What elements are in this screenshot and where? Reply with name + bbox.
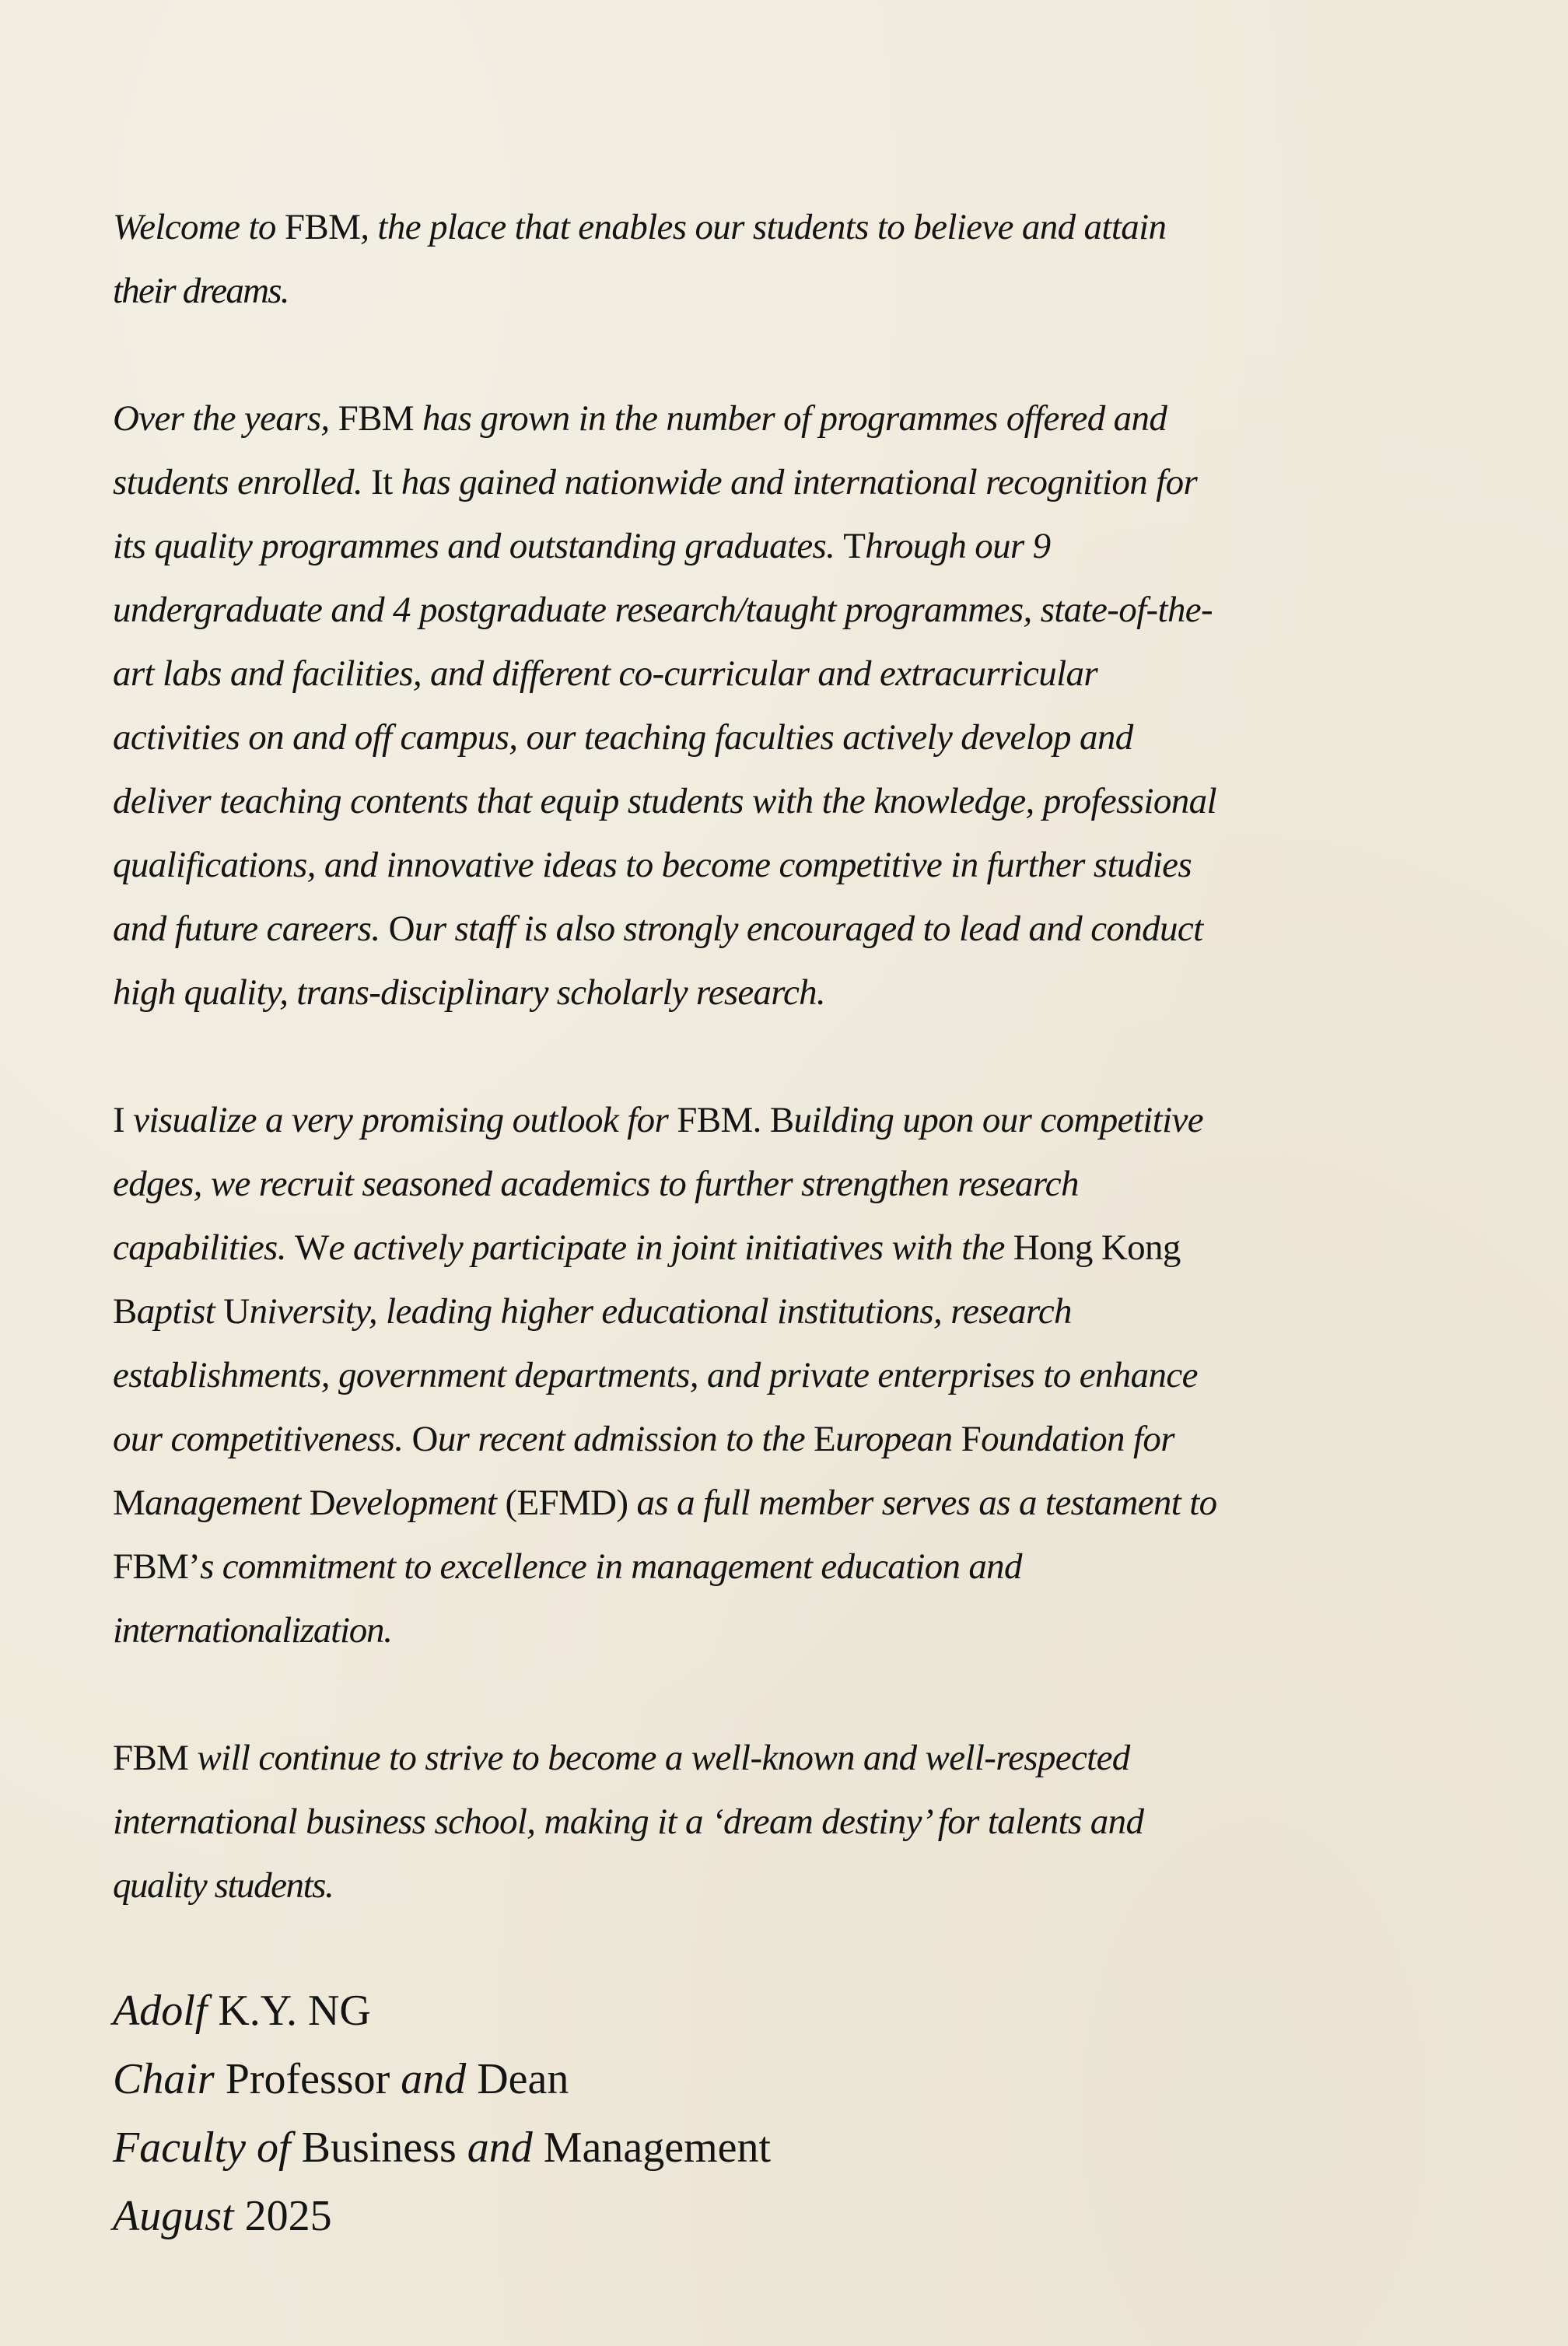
text-run: edges, we recruit seasoned academics to further strengthen research [113, 1164, 1079, 1204]
text-run: oundation for [981, 1419, 1174, 1459]
text-run: has gained nationwide and international recognition for [392, 462, 1198, 502]
text-run: internationalization. [113, 1610, 392, 1651]
text-run: FBM’ [113, 1546, 201, 1587]
text-run: , the place that enables our students to believe and attain [360, 207, 1167, 247]
text-run: s commitment to excellence in management education and [200, 1546, 1022, 1587]
text-run: capabilities. [113, 1227, 295, 1268]
text-line [113, 1598, 1466, 1662]
text-run: visualize a very promising outlook for [124, 1100, 677, 1140]
text-run: Management [543, 2124, 772, 2172]
text-run: Dean [477, 2055, 569, 2103]
text-run: its quality programmes and outstanding graduates. [113, 526, 844, 566]
text-run: students enrolled. [113, 462, 372, 502]
text-run: ur staff is also strongly encouraged to lead and conduct [414, 909, 1203, 949]
text-run: uropean [835, 1419, 961, 1459]
text-run: undergraduate and 4 postgraduate research/taught programmes, state-of-the- [113, 590, 1213, 630]
text-line [113, 1726, 1466, 1790]
text-run: Faculty of [113, 2124, 302, 2172]
text-run: FBM. B [677, 1100, 794, 1140]
text-run: their dreams. [113, 271, 289, 311]
text-run: T [843, 526, 866, 566]
paragraph-outlook [113, 1088, 1466, 1662]
text-run: ur recent admission to the [437, 1419, 814, 1459]
text-run: Business [301, 2124, 457, 2172]
text-line [113, 1152, 1466, 1216]
text-run: uilding upon our competitive [793, 1100, 1203, 1140]
text-run: establishments, government departments, and private enterprises to enhance [113, 1355, 1198, 1395]
text-line [113, 1790, 1466, 1854]
text-run: B [113, 1291, 137, 1332]
paragraph-growth [113, 387, 1466, 1024]
signatory-name [113, 1977, 1046, 2045]
text-line [113, 1407, 1466, 1471]
paragraph-aspiration [113, 1726, 1466, 1917]
text-run: It [371, 462, 393, 502]
text-run: high quality, trans-disciplinary scholarly research. [113, 972, 825, 1013]
text-run: Hong Kong [1013, 1227, 1181, 1268]
signature-block [113, 1977, 1046, 2250]
signatory-faculty [113, 2113, 1046, 2182]
letter-date [113, 2182, 1046, 2250]
text-run: and [390, 2055, 478, 2103]
text-run: and [456, 2124, 544, 2172]
text-line [113, 833, 1466, 897]
text-run: K.Y. NG [207, 1987, 371, 2035]
text-run: has grown in the number of programmes offered and [413, 398, 1167, 439]
text-run: D [309, 1483, 335, 1523]
text-line [113, 1471, 1466, 1535]
text-run: our competitiveness. [113, 1419, 412, 1459]
text-run: I [113, 1100, 125, 1140]
text-run: niversity, leading higher educational institutions, research [249, 1291, 1072, 1332]
text-run: hrough our 9 [865, 526, 1051, 566]
text-run: art labs and facilities, and different co-curricular and extracurricular [113, 653, 1098, 694]
text-run: O [388, 909, 415, 949]
text-line [113, 1854, 1466, 1917]
text-run: e actively participate in joint initiatives with the [328, 1227, 1013, 1268]
text-run: Welcome to [113, 207, 285, 247]
text-run: August [113, 2192, 245, 2240]
text-line [113, 514, 1466, 578]
text-line [113, 195, 1466, 259]
text-line [113, 1343, 1466, 1407]
text-line [113, 1535, 1466, 1598]
text-line [113, 961, 1466, 1024]
text-run: evelopment [334, 1483, 506, 1523]
text-run: (EFMD) [505, 1483, 628, 1523]
signatory-title [113, 2045, 1046, 2113]
text-line [113, 769, 1466, 833]
text-run: aptist [136, 1291, 224, 1332]
text-line [113, 1216, 1466, 1280]
text-run: Adolf [113, 1987, 208, 2035]
text-run: FBM [284, 207, 361, 247]
text-run: FBM [113, 1738, 189, 1778]
text-line [113, 706, 1466, 769]
text-run: international business school, making it a ‘dream destiny’ for talents and [113, 1802, 1144, 1842]
text-line [113, 259, 1466, 323]
text-run: O [411, 1419, 438, 1459]
text-run: will continue to strive to become a well-known and well-respected [188, 1738, 1130, 1778]
text-run: E [814, 1419, 836, 1459]
paragraph-welcome [113, 195, 1466, 323]
text-line [113, 642, 1466, 706]
text-run: anagement [145, 1483, 310, 1523]
text-run: quality students. [113, 1865, 334, 1906]
text-run: as a full member serves as a testament to [628, 1483, 1217, 1523]
text-run: Over the years, [113, 398, 338, 439]
text-line [113, 387, 1466, 450]
text-run: and future careers. [113, 909, 389, 949]
text-line [113, 1088, 1466, 1152]
text-run: deliver teaching contents that equip students with the knowledge, professional [113, 781, 1216, 821]
text-run: Chair [113, 2055, 226, 2103]
text-line [113, 578, 1466, 642]
text-run: U [223, 1291, 250, 1332]
text-run: qualifications, and innovative ideas to become competitive in further studies [113, 845, 1192, 885]
text-run: M [113, 1483, 145, 1523]
text-line [113, 897, 1466, 961]
text-run: FBM [338, 398, 414, 439]
text-run: 2025 [244, 2192, 332, 2240]
text-line [113, 1280, 1466, 1343]
text-run: Professor [225, 2055, 390, 2103]
text-run: W [294, 1227, 329, 1268]
text-run: activities on and off campus, our teaching faculties actively develop and [113, 717, 1133, 758]
text-line [113, 450, 1466, 514]
text-run: F [961, 1419, 982, 1459]
